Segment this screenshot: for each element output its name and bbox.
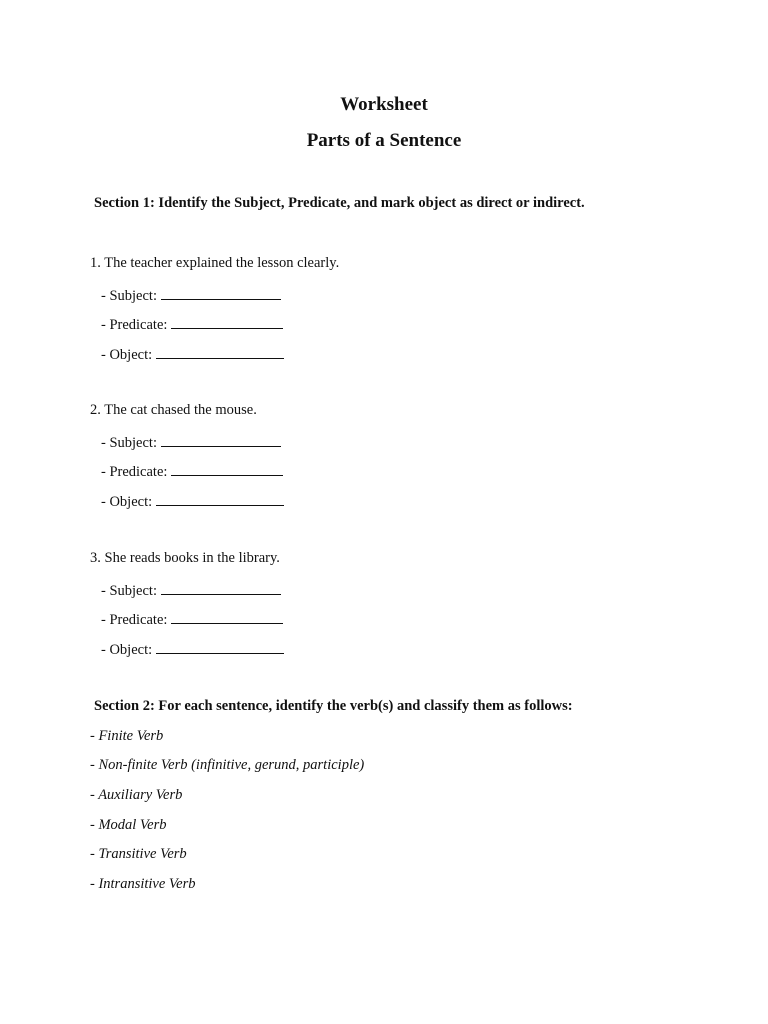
verb-type-item: - Finite Verb xyxy=(90,728,164,744)
object-label: - Object: xyxy=(101,347,153,363)
question-1-sentence: 1. The teacher explained the lesson clearly. xyxy=(90,255,340,271)
subject-label: - Subject: xyxy=(101,435,157,451)
section-1-heading: Section 1: Identify the Subject, Predicate, and mark object as direct or indirect. xyxy=(94,195,585,211)
subject-label: - Subject: xyxy=(101,288,157,304)
worksheet-subtitle: Parts of a Sentence xyxy=(306,130,462,151)
verb-type-item: - Non-finite Verb (infinitive, gerund, participle) xyxy=(90,757,365,773)
verb-type-item: - Modal Verb xyxy=(90,817,167,833)
object-answer-blank[interactable] xyxy=(156,639,284,654)
question-1-object-row xyxy=(101,344,284,364)
question-2-sentence: 2. The cat chased the mouse. xyxy=(90,402,257,418)
verb-type-item: - Transitive Verb xyxy=(90,846,187,862)
verb-type-item: - Auxiliary Verb xyxy=(90,787,183,803)
question-3-subject-row xyxy=(101,580,281,600)
subject-answer-blank[interactable] xyxy=(161,580,281,595)
question-2-predicate-row xyxy=(101,461,283,481)
question-3-object-row xyxy=(101,639,284,659)
question-2-object-row xyxy=(101,491,284,511)
predicate-answer-blank[interactable] xyxy=(171,461,283,476)
worksheet-title: Worksheet xyxy=(340,94,428,115)
predicate-label: - Predicate: xyxy=(101,612,168,628)
object-answer-blank[interactable] xyxy=(156,344,284,359)
question-1-subject-row xyxy=(101,285,281,305)
predicate-answer-blank[interactable] xyxy=(171,314,283,329)
verb-type-item: - Intransitive Verb xyxy=(90,876,196,892)
question-3-predicate-row xyxy=(101,609,283,629)
section-2-heading: Section 2: For each sentence, identify the verb(s) and classify them as follows: xyxy=(94,698,573,714)
question-2-subject-row xyxy=(101,432,281,452)
predicate-answer-blank[interactable] xyxy=(171,609,283,624)
object-label: - Object: xyxy=(101,494,153,510)
question-3-sentence: 3. She reads books in the library. xyxy=(90,550,280,566)
subject-answer-blank[interactable] xyxy=(161,432,281,447)
object-answer-blank[interactable] xyxy=(156,491,284,506)
object-label: - Object: xyxy=(101,642,153,658)
predicate-label: - Predicate: xyxy=(101,317,168,333)
subject-answer-blank[interactable] xyxy=(161,285,281,300)
question-1-predicate-row xyxy=(101,314,283,334)
subject-label: - Subject: xyxy=(101,583,157,599)
predicate-label: - Predicate: xyxy=(101,464,168,480)
